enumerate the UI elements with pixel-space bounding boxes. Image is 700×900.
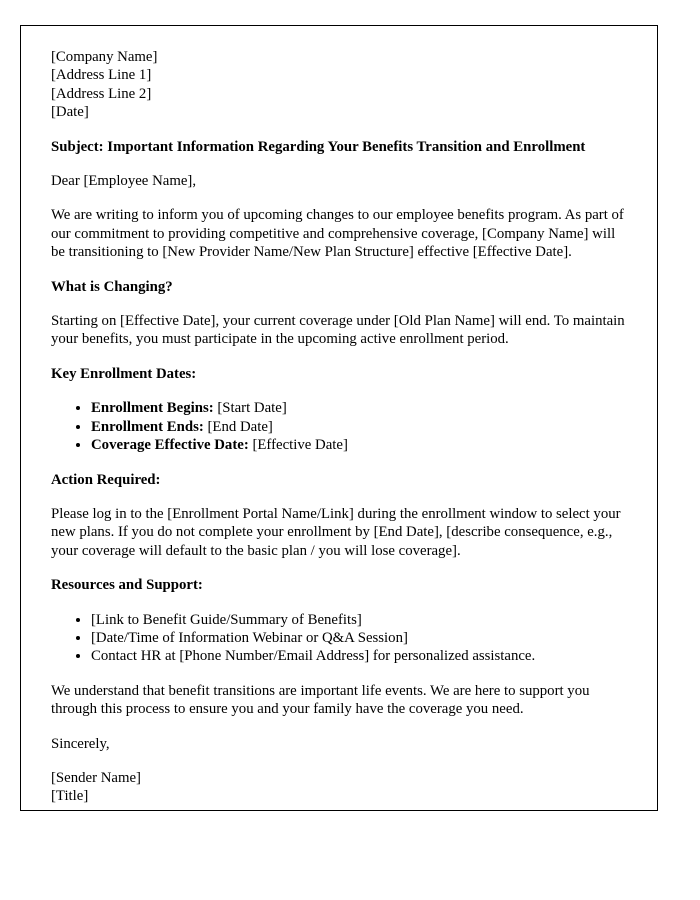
what-is-changing-paragraph: Starting on [Effective Date], your current coverage under [Old Plan Name] will end. To maintain your benefits, you must participate in the upcoming active enrollment period. bbox=[51, 313, 625, 348]
sender-name-line: [Sender Name] bbox=[51, 769, 141, 786]
list-item-enrollment-begins bbox=[91, 399, 629, 417]
address-line-1: [Address Line 1] bbox=[51, 67, 152, 84]
closing-paragraph: We understand that benefit transitions are important life events. We are here to support you through this process to ensure you and your family have the coverage you need. bbox=[51, 682, 590, 718]
heading-action-required: Action Required: bbox=[51, 471, 161, 488]
list-item-benefit-guide: • [Link to Benefit Guide/Summary of Benefits] bbox=[91, 611, 629, 629]
list-item-coverage-effective bbox=[91, 436, 629, 454]
list-item-enrollment-ends bbox=[91, 418, 629, 436]
enrollment-begins-value: [Start Date] bbox=[217, 400, 287, 417]
signoff: Sincerely, bbox=[51, 735, 110, 752]
coverage-effective-label: Coverage Effective Date: bbox=[91, 437, 249, 454]
heading-what-is-changing: What is Changing? bbox=[51, 278, 173, 295]
heading-resources-support: Resources and Support: bbox=[51, 577, 203, 594]
letter-page bbox=[20, 25, 658, 811]
enrollment-ends-value: [End Date] bbox=[207, 418, 273, 435]
heading-key-enrollment-dates: Key Enrollment Dates: bbox=[51, 365, 197, 382]
action-required-paragraph: Please log in to the [Enrollment Portal Name/Link] during the enrollment window to select your new plans. If you do not complete your enrollment by [End Date], [describe consequence, e.g., your coverage will default to the basic plan / you will lose coverage]. bbox=[51, 505, 621, 559]
signature-block bbox=[51, 769, 629, 806]
salutation: Dear [Employee Name], bbox=[51, 173, 197, 190]
company-name-line: [Company Name] bbox=[51, 49, 158, 65]
date-line: [Date] bbox=[51, 104, 89, 121]
key-dates-list bbox=[51, 399, 629, 454]
coverage-effective-value: [Effective Date] bbox=[252, 437, 348, 454]
enrollment-begins-label: Enrollment Begins: bbox=[91, 400, 214, 417]
sender-address-block bbox=[51, 48, 629, 122]
address-line-2: [Address Line 2] bbox=[51, 85, 152, 102]
subject-line: Subject: Important Information Regarding Your Benefits Transition and Enrollment bbox=[51, 138, 586, 155]
enrollment-ends-label: Enrollment Ends: bbox=[91, 418, 204, 435]
resources-list bbox=[51, 611, 629, 666]
list-item-webinar: • [Date/Time of Information Webinar or Q&A Session] bbox=[91, 629, 629, 647]
list-item-contact-hr: • Contact HR at [Phone Number/Email Address] for personalized assistance. bbox=[91, 647, 629, 665]
sender-title-line: [Title] bbox=[51, 788, 89, 805]
intro-paragraph: We are writing to inform you of upcoming changes to our employee benefits program. As part of our commitment to providing competitive and comprehensive coverage, [Company Name] will be transitioning to [New Provider Name/New Plan Structure] effective [Effective Date]. bbox=[51, 207, 624, 261]
